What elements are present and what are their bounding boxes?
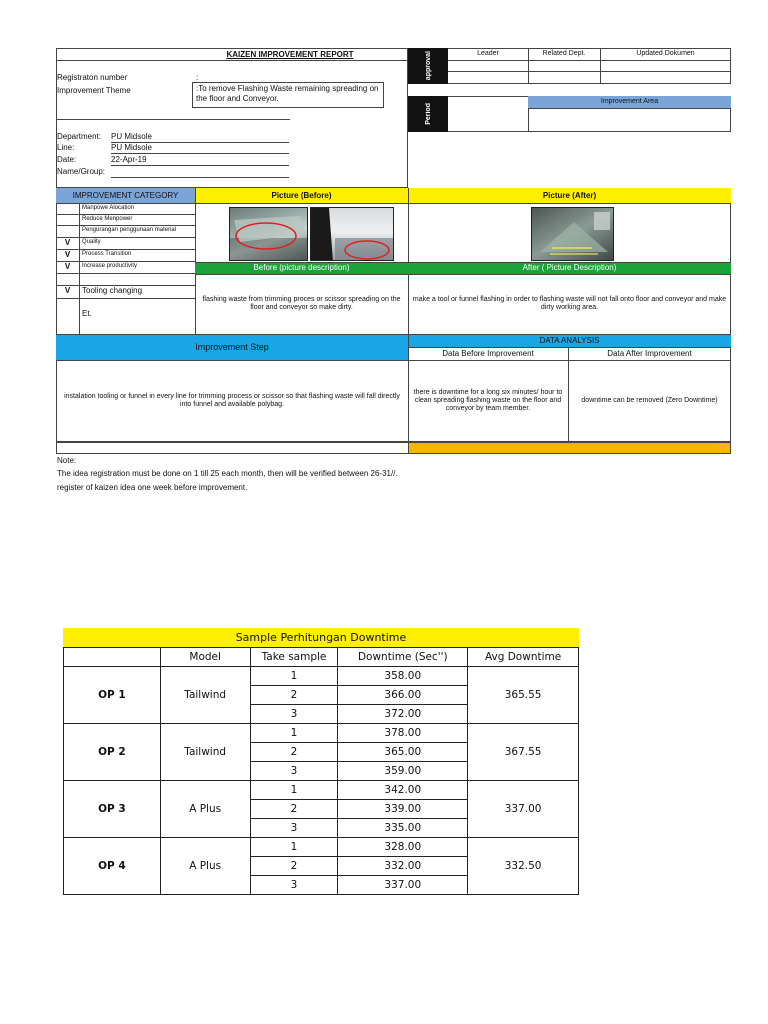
improvement-theme-label: Improvement Theme bbox=[57, 86, 131, 95]
model-cell: A Plus bbox=[160, 838, 250, 895]
downtime-value-cell: 365.00 bbox=[338, 743, 468, 762]
downtime-value-cell: 332.00 bbox=[338, 857, 468, 876]
approval-label: approval bbox=[424, 51, 432, 81]
sample-number-cell: 1 bbox=[250, 724, 338, 743]
op-cell: OP 4 bbox=[64, 838, 161, 895]
before-photo-1 bbox=[229, 207, 308, 261]
sample-number-cell: 2 bbox=[250, 857, 338, 876]
date-label: Date: bbox=[57, 155, 77, 164]
model-cell: Tailwind bbox=[160, 724, 250, 781]
before-photo-2 bbox=[310, 207, 394, 261]
note-label: Note: bbox=[57, 456, 77, 465]
report-title: KAIZEN IMPROVEMENT REPORT bbox=[226, 50, 354, 59]
before-photo-2-markup bbox=[311, 208, 394, 261]
downtime-table-title: Sample Perhitungan Downtime bbox=[63, 628, 579, 647]
category-mark: V bbox=[64, 238, 71, 247]
category-label: Tooling changing bbox=[82, 286, 143, 295]
before-photo-1-markup bbox=[230, 208, 308, 261]
downtime-value-cell: 328.00 bbox=[338, 838, 468, 857]
model-cell: A Plus bbox=[160, 781, 250, 838]
group-label: Name/Group: bbox=[57, 167, 106, 176]
category-label: Et. bbox=[82, 309, 92, 318]
approval-header-related-dept: Related Dept. bbox=[542, 50, 586, 57]
approval-header-leader: Leader bbox=[477, 50, 499, 57]
header-take-sample: Take sample bbox=[250, 648, 338, 667]
avg-downtime-cell: 332.50 bbox=[468, 838, 579, 895]
sample-number-cell: 3 bbox=[250, 819, 338, 838]
line-value: PU Midsole bbox=[111, 143, 152, 152]
approval-label-cell bbox=[408, 48, 448, 84]
sample-number-cell: 2 bbox=[250, 686, 338, 705]
downtime-value-cell: 337.00 bbox=[338, 876, 468, 895]
category-label: Reduce Menpower bbox=[82, 216, 133, 222]
sample-number-cell: 1 bbox=[250, 838, 338, 857]
note-line-1: The idea registration must be done on 1 till 25 each month, then will be verified between 26-31//. bbox=[57, 469, 398, 478]
avg-downtime-cell: 337.00 bbox=[468, 781, 579, 838]
sample-number-cell: 3 bbox=[250, 876, 338, 895]
model-cell: Tailwind bbox=[160, 667, 250, 724]
header-model: Model bbox=[160, 648, 250, 667]
downtime-value-cell: 378.00 bbox=[338, 724, 468, 743]
downtime-table bbox=[63, 647, 579, 895]
table-row bbox=[64, 724, 579, 743]
report-header-left bbox=[56, 48, 408, 188]
bottom-strip-highlight bbox=[408, 442, 731, 454]
downtime-value-cell: 372.00 bbox=[338, 705, 468, 724]
downtime-header-row bbox=[64, 648, 579, 667]
downtime-value-cell: 366.00 bbox=[338, 686, 468, 705]
after-description-header: After ( Picture Description) bbox=[408, 262, 731, 274]
improvement-step-text: instalation tooling or funnel in every line for trimming process or scissor so that flashing waste will fall directly into funnel and available polybag. bbox=[64, 392, 400, 408]
improvement-theme-value: :To remove Flashing Waste remaining spreading on the floor and Conveyor. bbox=[196, 84, 379, 103]
header-avg-downtime: Avg Downtime bbox=[468, 648, 579, 667]
op-cell: OP 1 bbox=[64, 667, 161, 724]
note-line-2: register of kaizen idea one week before improvement. bbox=[57, 483, 248, 492]
after-description-text: make a tool or funnel flashing in order to flashing waste will not fall onto floor and conveyor and make dirty working area. bbox=[412, 295, 727, 311]
category-label: Quality bbox=[82, 239, 101, 245]
after-photo-markup bbox=[532, 208, 614, 261]
data-analysis-header: DATA ANALYSIS bbox=[408, 335, 731, 347]
after-photo bbox=[531, 207, 614, 261]
line-label: Line: bbox=[57, 143, 75, 152]
sample-number-cell: 1 bbox=[250, 667, 338, 686]
data-before-header: Data Before Improvement bbox=[442, 349, 534, 359]
table-row bbox=[64, 781, 579, 800]
avg-downtime-cell: 367.55 bbox=[468, 724, 579, 781]
downtime-value-cell: 339.00 bbox=[338, 800, 468, 819]
sample-number-cell: 1 bbox=[250, 781, 338, 800]
improvement-step-header: Improvement Step bbox=[56, 335, 408, 360]
data-after-text: downtime can be removed (Zero Downtime) bbox=[581, 396, 718, 404]
data-after-header: Data After Improvement bbox=[607, 349, 692, 359]
category-label: Process Transition bbox=[82, 251, 132, 257]
category-mark: V bbox=[64, 250, 71, 259]
downtime-value-cell: 359.00 bbox=[338, 762, 468, 781]
header-downtime: Downtime (Sec'') bbox=[338, 648, 468, 667]
sample-number-cell: 3 bbox=[250, 705, 338, 724]
improvement-area-header: Improvement Area bbox=[528, 96, 731, 108]
downtime-value-cell: 358.00 bbox=[338, 667, 468, 686]
sample-number-cell: 2 bbox=[250, 743, 338, 762]
department-label: Department: bbox=[57, 132, 102, 141]
category-label: Increase productivity bbox=[82, 263, 138, 269]
op-cell: OP 2 bbox=[64, 724, 161, 781]
sample-number-cell: 2 bbox=[250, 800, 338, 819]
registration-value: : bbox=[196, 73, 199, 82]
approval-header-updated-dokumen: Updated Dokumen bbox=[636, 50, 695, 57]
sample-number-cell: 3 bbox=[250, 762, 338, 781]
table-row bbox=[64, 838, 579, 857]
period-label-cell bbox=[408, 96, 448, 132]
before-description-header: Before (picture description) bbox=[195, 262, 408, 274]
avg-downtime-cell: 365.55 bbox=[468, 667, 579, 724]
category-mark: V bbox=[64, 286, 71, 295]
data-before-text: there is downtime for a long six minutes/ hour to clean spreading flashing waste on the floor and conveyor by team member. bbox=[413, 388, 563, 413]
picture-before-header: Picture (Before) bbox=[195, 188, 408, 203]
op-cell: OP 3 bbox=[64, 781, 161, 838]
category-label: Pengurangan penggunaan material bbox=[82, 227, 177, 233]
period-label: Period bbox=[424, 103, 432, 125]
date-value: 22-Apr-19 bbox=[111, 155, 147, 164]
header-op bbox=[64, 648, 161, 667]
downtime-value-cell: 342.00 bbox=[338, 781, 468, 800]
category-mark: V bbox=[64, 262, 71, 271]
category-header: IMPROVEMENT CATEGORY bbox=[56, 188, 195, 203]
picture-after-header: Picture (After) bbox=[408, 188, 731, 203]
category-label: Manpowe Alocation bbox=[82, 205, 135, 211]
downtime-value-cell: 335.00 bbox=[338, 819, 468, 838]
department-value: PU Midsole bbox=[111, 132, 152, 141]
registration-label: Registraton number bbox=[57, 73, 128, 82]
before-description-text: flashing waste from trimming proces or scissor spreading on the floor and conveyor so make dirty. bbox=[202, 295, 401, 311]
table-row bbox=[64, 667, 579, 686]
